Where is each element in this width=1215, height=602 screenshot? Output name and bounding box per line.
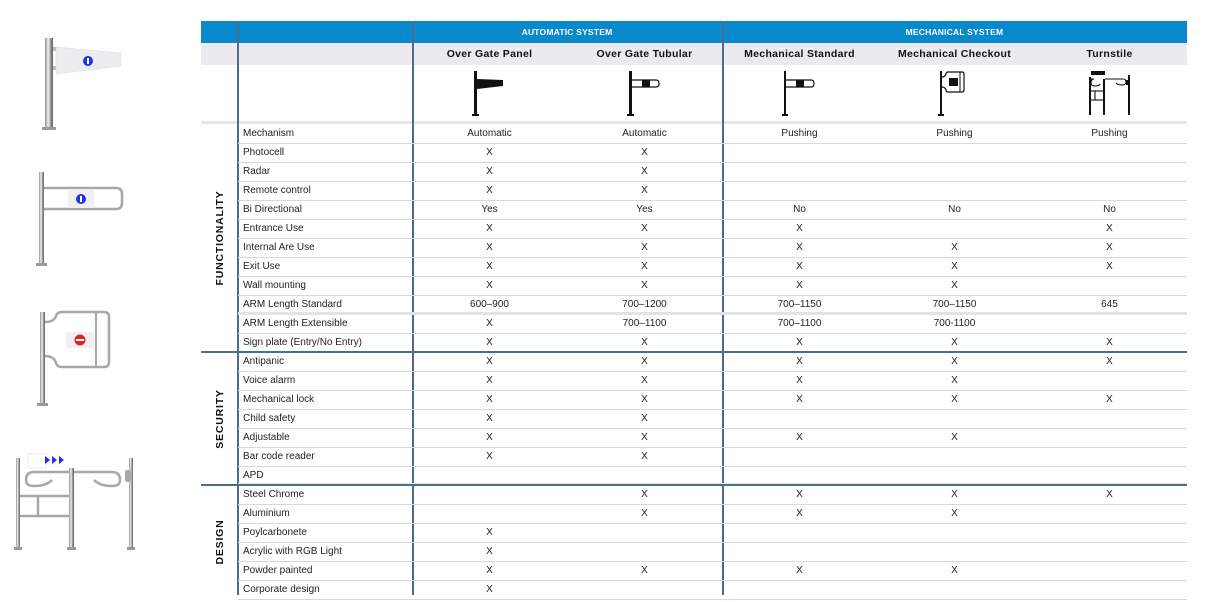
value-cell: X <box>1106 356 1113 367</box>
value-cell: X <box>641 508 648 519</box>
table-row <box>238 295 1187 315</box>
feature-label: Child safety <box>243 413 296 424</box>
over-gate-tubular-icon <box>567 71 722 117</box>
table-row <box>238 200 1187 220</box>
value-cell: Pushing <box>936 128 973 139</box>
value-cell: X <box>486 375 493 386</box>
table-row <box>238 276 1187 296</box>
product-icon-row <box>201 65 1187 124</box>
table-row <box>238 523 1187 543</box>
value-cell: X <box>641 432 648 443</box>
table-row <box>238 314 1187 334</box>
value-cell: 645 <box>1101 299 1118 310</box>
section-label-security <box>201 352 238 485</box>
section-title: DESIGN <box>213 519 226 565</box>
value-cell: X <box>486 565 493 576</box>
column-over-gate-tubular: Over Gate Tubular <box>596 48 693 60</box>
value-cell: X <box>486 223 493 234</box>
feature-label: ARM Length Standard <box>243 299 342 310</box>
feature-label: Adjustable <box>243 432 290 443</box>
feature-label: Corporate design <box>243 584 320 595</box>
table-row <box>238 485 1187 505</box>
value-cell: X <box>1106 337 1113 348</box>
value-cell: No <box>948 204 961 215</box>
feature-label: Internal Are Use <box>243 242 315 253</box>
table-row <box>238 409 1187 429</box>
value-cell: X <box>641 337 648 348</box>
mechanical-standard-icon <box>722 71 877 117</box>
value-cell: X <box>486 432 493 443</box>
value-cell: X <box>486 451 493 462</box>
value-cell: X <box>951 565 958 576</box>
value-cell: X <box>486 147 493 158</box>
feature-label: Radar <box>243 166 271 177</box>
turnstile-icon <box>1032 71 1187 117</box>
value-cell: X <box>486 394 493 405</box>
value-cell: X <box>796 565 803 576</box>
table-row <box>238 428 1187 448</box>
over-gate-panel-icon <box>412 71 567 117</box>
value-cell: X <box>641 489 648 500</box>
section-title: FUNCTIONALITY <box>213 190 226 286</box>
value-cell: X <box>951 394 958 405</box>
mechanical-checkout-photo <box>34 310 134 410</box>
value-cell: X <box>641 565 648 576</box>
table-row <box>238 257 1187 277</box>
value-cell: X <box>951 432 958 443</box>
triple-arrow-sign-icon <box>45 456 50 464</box>
feature-label: Photocell <box>243 147 285 158</box>
value-cell: Pushing <box>1091 128 1128 139</box>
feature-label: Bar code reader <box>243 451 315 462</box>
feature-label: Aluminium <box>243 508 290 519</box>
value-cell: X <box>486 356 493 367</box>
table-row <box>238 143 1187 163</box>
value-cell: Yes <box>636 204 653 215</box>
value-cell: X <box>486 337 493 348</box>
value-cell: No <box>1103 204 1116 215</box>
feature-label: Acrylic with RGB Light <box>243 546 342 557</box>
value-cell: Yes <box>481 204 498 215</box>
feature-label: Poylcarbonete <box>243 527 307 538</box>
value-cell: 700–1100 <box>622 318 667 329</box>
value-cell: X <box>486 261 493 272</box>
feature-label: Exit Use <box>243 261 281 272</box>
value-cell: X <box>796 356 803 367</box>
value-cell: 700–1200 <box>622 299 667 310</box>
value-cell: X <box>486 166 493 177</box>
value-cell: X <box>1106 242 1113 253</box>
value-cell: X <box>641 280 648 291</box>
value-cell: X <box>486 242 493 253</box>
table-row <box>238 466 1187 486</box>
value-cell: X <box>951 261 958 272</box>
value-cell: Pushing <box>781 128 818 139</box>
value-cell: X <box>1106 394 1113 405</box>
value-cell: X <box>796 432 803 443</box>
value-cell: X <box>951 337 958 348</box>
value-cell: X <box>951 508 958 519</box>
table-row <box>238 390 1187 410</box>
value-cell: X <box>796 280 803 291</box>
table-row <box>238 561 1187 581</box>
table-row <box>238 124 1187 144</box>
value-cell: X <box>796 337 803 348</box>
feature-label: Voice alarm <box>243 375 296 386</box>
value-cell: X <box>486 318 493 329</box>
feature-label: Bi Directional <box>243 204 302 215</box>
value-cell: X <box>641 375 648 386</box>
value-cell: Automatic <box>622 128 667 139</box>
table-row <box>238 333 1187 353</box>
table-row <box>238 219 1187 239</box>
value-cell: 700–1100 <box>777 318 822 329</box>
value-cell: X <box>641 451 648 462</box>
value-cell: X <box>1106 223 1113 234</box>
table-row <box>238 352 1187 372</box>
table-row <box>238 447 1187 467</box>
value-cell: X <box>641 223 648 234</box>
mechanical-checkout-icon <box>877 71 1032 117</box>
value-cell: X <box>641 394 648 405</box>
table-row <box>238 580 1187 600</box>
value-cell: No <box>793 204 806 215</box>
product-column-header <box>201 43 1187 65</box>
feature-label: Entrance Use <box>243 223 304 234</box>
feature-label: Sign plate (Entry/No Entry) <box>243 337 362 348</box>
value-cell: X <box>641 185 648 196</box>
section-title: SECURITY <box>213 388 226 449</box>
system-group-header <box>201 21 1187 43</box>
value-cell: X <box>951 356 958 367</box>
table-row <box>238 504 1187 524</box>
feature-label: Remote control <box>243 185 311 196</box>
turnstile-photo <box>12 452 140 552</box>
feature-label: APD <box>243 470 264 481</box>
value-cell: X <box>796 489 803 500</box>
table-row <box>238 162 1187 182</box>
value-cell: X <box>796 223 803 234</box>
value-cell: X <box>641 166 648 177</box>
section-label-functionality <box>201 124 238 352</box>
value-cell: X <box>486 527 493 538</box>
value-cell: X <box>796 375 803 386</box>
feature-label: Steel Chrome <box>243 489 305 500</box>
value-cell: X <box>641 147 648 158</box>
group-mechanical-system: MECHANICAL SYSTEM <box>905 27 1004 37</box>
table-row <box>238 542 1187 562</box>
value-cell: X <box>641 413 648 424</box>
feature-label: Wall mounting <box>243 280 306 291</box>
value-cell: 700–1150 <box>777 299 822 310</box>
value-cell: X <box>951 280 958 291</box>
group-automatic-system: AUTOMATIC SYSTEM <box>521 27 613 37</box>
value-cell: X <box>641 356 648 367</box>
feature-label: Mechanism <box>243 128 295 139</box>
table-row <box>238 371 1187 391</box>
column-over-gate-panel: Over Gate Panel <box>446 48 533 60</box>
feature-label: ARM Length Extensible <box>243 318 348 329</box>
value-cell: X <box>486 280 493 291</box>
column-mechanical-checkout: Mechanical Checkout <box>897 48 1012 60</box>
section-label-design <box>201 485 238 599</box>
value-cell: X <box>486 546 493 557</box>
value-cell: 700–1150 <box>932 299 977 310</box>
value-cell: X <box>486 185 493 196</box>
over-gate-tubular-photo <box>34 170 134 270</box>
value-cell: X <box>486 584 493 595</box>
value-cell: X <box>641 261 648 272</box>
feature-label: Mechanical lock <box>243 394 315 405</box>
value-cell: X <box>796 261 803 272</box>
value-cell: X <box>641 242 648 253</box>
value-cell: X <box>796 242 803 253</box>
value-cell: X <box>951 375 958 386</box>
value-cell: X <box>796 508 803 519</box>
value-cell: X <box>951 489 958 500</box>
value-cell: X <box>951 242 958 253</box>
value-cell: X <box>1106 489 1113 500</box>
column-mechanical-standard: Mechanical Standard <box>744 48 855 60</box>
value-cell: Automatic <box>467 128 512 139</box>
column-turnstile: Turnstile <box>1086 48 1133 60</box>
table-row <box>238 181 1187 201</box>
value-cell: X <box>486 413 493 424</box>
value-cell: 600–900 <box>470 299 509 310</box>
feature-label: Powder painted <box>243 565 313 576</box>
over-gate-panel-photo <box>38 34 128 134</box>
product-photos <box>0 0 190 602</box>
value-cell: X <box>796 394 803 405</box>
feature-label: Antipanic <box>243 356 285 367</box>
value-cell: 700-1100 <box>933 318 976 329</box>
value-cell: X <box>1106 261 1113 272</box>
table-row <box>238 238 1187 258</box>
